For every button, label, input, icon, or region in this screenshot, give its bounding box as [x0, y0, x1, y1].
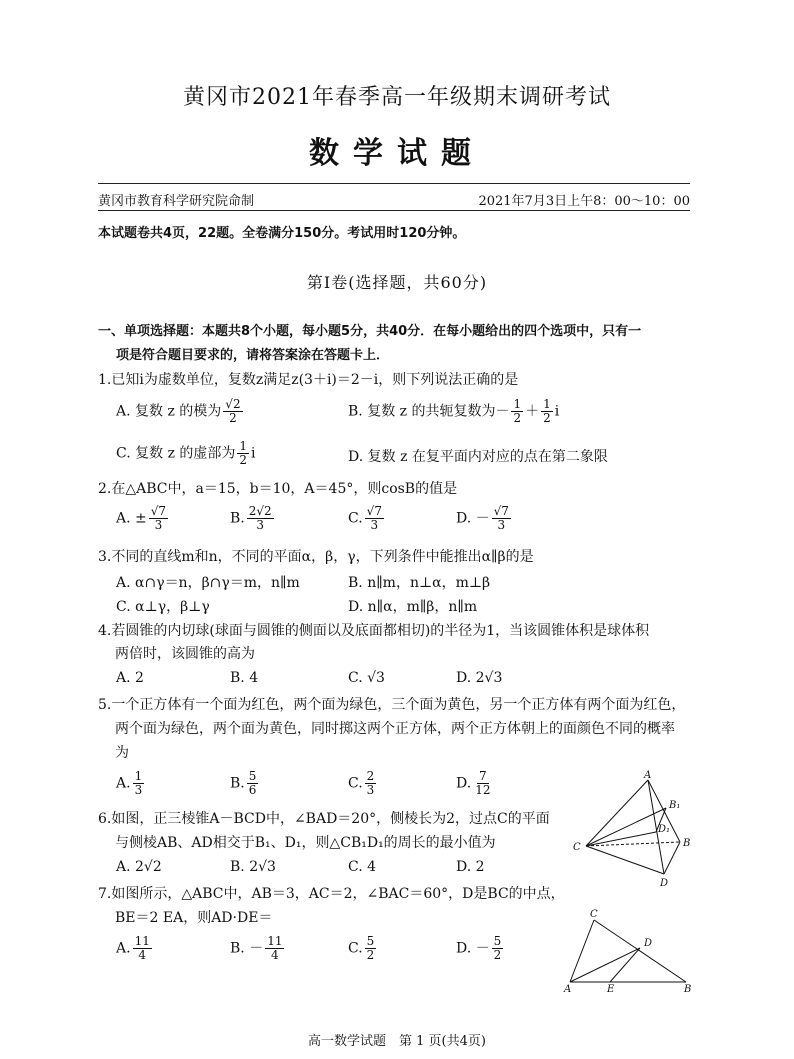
label-a: A	[644, 770, 652, 781]
q4-option-c: C. √3	[348, 670, 385, 686]
q1-option-c: C. 复数 z 的虚部为 $\frac{1}{2}$ i	[116, 439, 256, 467]
q7-option-d: D. － $\frac{5}{2}$	[456, 934, 502, 962]
q7-option-a: A. $\frac{11}{4}$	[116, 934, 150, 962]
q4-option-b: B. 4	[230, 670, 259, 686]
label-a2: A	[564, 984, 572, 994]
section-heading-line1: 一、单项选择题：本题共8个小题，每小题5分，共40分．在每小题给出的四个选项中，只有一	[98, 324, 642, 339]
q6-option-d: D. 2	[456, 859, 485, 875]
q6-stem-line2: 与侧棱AB、AD相交于B₁、D₁，则△CB₁D₁的周长的最小值为	[115, 835, 496, 851]
q5-option-c: C. $\frac{2}{3}$	[348, 769, 375, 797]
line-cb1	[586, 808, 666, 846]
label-b: B	[683, 838, 691, 849]
segment-ad	[570, 948, 640, 982]
q3-option-c: C. α⊥γ，β⊥γ	[116, 599, 210, 615]
q1-option-a: A. 复数 z 的模为 $\frac{√2}{2}$	[116, 397, 241, 425]
q1-option-b: B. 复数 z 的共轭复数为－ $\frac{1}{2}$ ＋ $\frac{1}{2}$ i	[348, 397, 560, 425]
q5-option-d: D. $\frac{7}{12}$	[456, 769, 491, 797]
exam-title: 黄冈市2021年春季高一年级期末调研考试	[183, 85, 611, 110]
q5-stem-line2: 两个面为绿色，两个面为黄色，同时掷这两个正方体，两个正方体朝上的面颜色不同的概率	[115, 721, 675, 737]
q4-stem-line1: 4.若圆锥的内切球(球面与圆锥的侧面以及底面都相切)的半径为1，当该圆锥体积是球体积	[98, 623, 650, 639]
header-rule-top	[98, 183, 690, 184]
q5-stem-line3: 为	[115, 745, 129, 761]
edge-db	[664, 842, 680, 874]
side-ac	[570, 920, 594, 982]
label-d2: D	[644, 938, 653, 949]
label-e2: E	[607, 984, 615, 994]
q7-option-b: B. － $\frac{11}{4}$	[230, 934, 283, 962]
q6-option-a: A. 2√2	[116, 859, 162, 875]
q2-stem: 2.在△ABC中，a＝15，b＝10，A＝45°，则cosB的值是	[98, 481, 458, 497]
issuer-text: 黄冈市教育科学研究院命制	[98, 194, 255, 209]
q7-option-c: C. $\frac{5}{2}$	[348, 934, 375, 962]
segment-ed	[610, 948, 640, 982]
q2-option-a: A. ± $\frac{√7}{3}$	[116, 504, 167, 532]
q6-option-b: B. 2√3	[230, 859, 276, 875]
q1-stem: 1.已知i为虚数单位，复数z满足z(3＋i)＝2－i，则下列说法正确的是	[98, 372, 519, 388]
q2-option-c: C. $\frac{√7}{3}$	[348, 504, 382, 532]
q2-option-d: D. － $\frac{√7}{3}$	[456, 504, 509, 532]
q5-stem-line1: 5.一个正方体有一个面为红色，两个面为绿色，三个面为黄色，另一个正方体有两个面为红色，	[98, 697, 686, 713]
q6-option-c: C. 4	[348, 859, 377, 875]
q2-option-b: B. $\frac{2√2}{3}$	[230, 504, 272, 532]
exam-instructions: 本试题卷共4页，22题。全卷满分150分。考试用时120分钟。	[98, 226, 466, 241]
triangle-figure	[558, 906, 698, 994]
section-heading-line2: 项是符合题目要求的，请将答案涂在答题卡上．	[116, 348, 390, 363]
subject-title: 数学试题	[309, 136, 485, 171]
edge-cb	[586, 842, 680, 846]
q3-option-b: B. n∥m，n⊥α，m⊥β	[348, 575, 491, 591]
q3-option-a: A. α∩γ＝n，β∩γ＝m，n∥m	[116, 575, 300, 591]
side-cb	[594, 920, 686, 982]
part-heading: 第Ⅰ卷(选择题，共60分)	[306, 273, 488, 292]
label-d1: D₁	[658, 824, 671, 835]
exam-datetime: 2021年7月3日上午8：00～10：00	[478, 194, 690, 209]
label-b2: B	[684, 984, 692, 994]
q5-option-b: B. $\frac{5}{6}$	[230, 769, 257, 797]
label-c2: C	[590, 909, 598, 920]
label-b1: B₁	[669, 800, 681, 811]
q3-option-d: D. n∥α，m∥β，n∥m	[348, 599, 478, 615]
q4-option-d: D. 2√3	[456, 670, 503, 686]
q3-stem: 3.不同的直线m和n，不同的平面α，β，γ，下列条件中能推出α∥β的是	[98, 549, 534, 565]
pyramid-figure	[568, 770, 698, 890]
page-footer: 高一数学试题 第 1 页(共4页)	[308, 1034, 486, 1049]
label-d: D	[660, 878, 669, 889]
q1-option-d: D. 复数 z 在复平面内对应的点在第二象限	[348, 449, 608, 465]
q4-option-a: A. 2	[116, 670, 144, 686]
q6-stem-line1: 6.如图，正三棱锥A－BCD中，∠BAD＝20°，侧棱长为2，过点C的平面	[98, 811, 550, 827]
label-c: C	[573, 842, 581, 853]
q7-stem-line1: 7.如图所示，△ABC中，AB＝3，AC＝2，∠BAC＝60°，D是BC的中点，	[98, 886, 565, 902]
edge-cd	[586, 846, 664, 874]
q5-option-a: A. $\frac{1}{3}$	[116, 769, 143, 797]
edge-ac	[586, 780, 648, 846]
header-rule-bottom	[98, 210, 690, 211]
q7-stem-line2: BE＝2 EA，则AD·DE＝	[115, 910, 273, 926]
q4-stem-line2: 两倍时，该圆锥的高为	[115, 646, 255, 662]
